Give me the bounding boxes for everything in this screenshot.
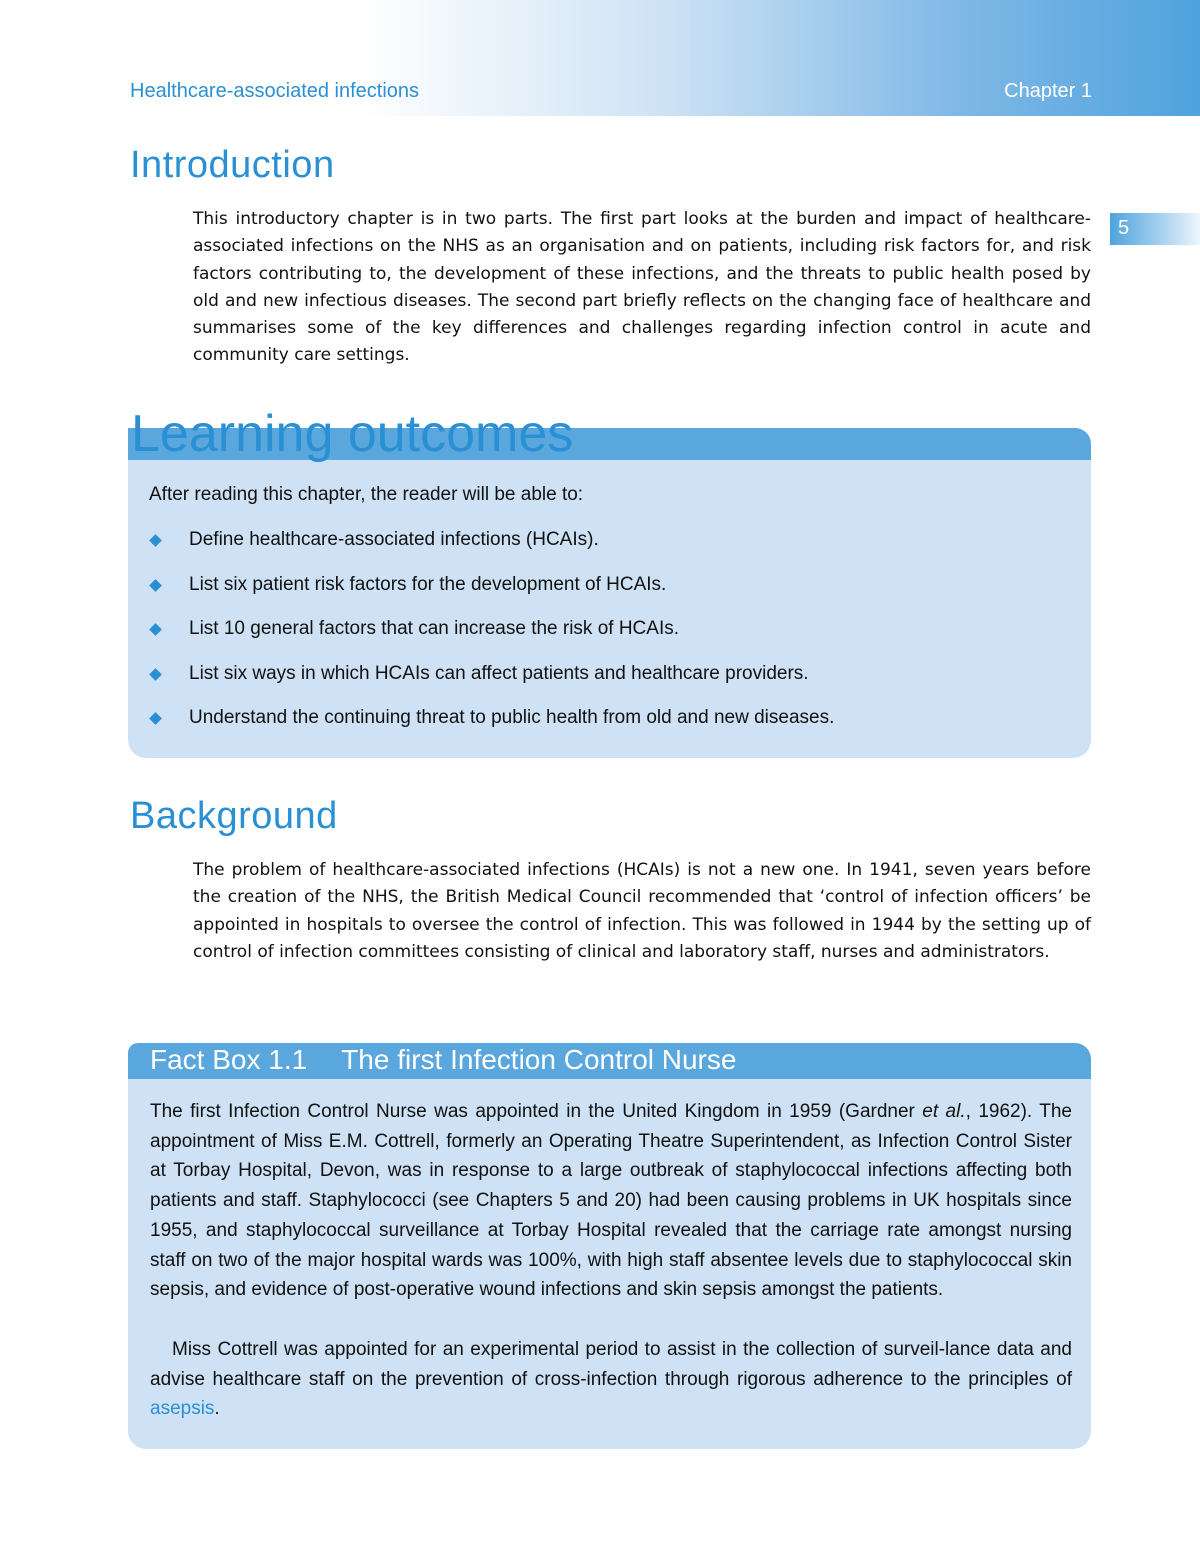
fact-box-number: Fact Box 1.1 bbox=[150, 1044, 308, 1075]
chapter-label: Chapter 1 bbox=[1004, 80, 1092, 102]
bullet-icon bbox=[149, 579, 162, 592]
learning-outcomes-heading: Learning outcomes bbox=[131, 405, 574, 463]
learning-outcomes-list bbox=[149, 526, 834, 749]
fact-box-paragraph-1: The first Infection Control Nurse was appointed in the United Kingdom in 1959 (Gardner et al., 1962). The appointment of Miss E.M. Cottrell, formerly an Operating Theatre Superintendent, as Infection Control Sister at Torbay Hospital, Devon, was in response to a large outbreak of staphylococcal infections affecting both patients and staff. Staphylococci (see Chapters 5 and 20) had been causing problems in UK hospitals since 1955, and staphylococcal surveillance at Torbay Hospital revealed that the carriage rate amongst nursing staff on two of the major hospital wards was 100%, with high staff absentee levels due to staphylococcal skin sepsis, and evidence of post-operative wound infections and skin sepsis amongst the patients. bbox=[150, 1101, 1072, 1301]
background-heading: Background bbox=[130, 795, 338, 837]
introduction-paragraph: This introductory chapter is in two parts. The first part looks at the burden and impact of healthcare-associated infections on the NHS as an organisation and on patients, including risk factors for, and risk factors contributing to, the development of these infections, and the threats to public health posed by old and new infectious diseases. The second part briefly reflects on the changing face of healthcare and summarises some of the key differences and challenges regarding infection control in acute and community care settings. bbox=[193, 209, 1091, 366]
list-item: Understand the continuing threat to public health from old and new diseases. bbox=[149, 704, 834, 749]
background-paragraph: The problem of healthcare-associated infections (HCAIs) is not a new one. In 1941, seven years before the creation of the NHS, the British Medical Council recommended that ‘control of infection officers’ be appointed in hospitals to oversee the control of infection. This was followed in 1944 by the setting up of control of infection committees consisting of clinical and laboratory staff, nurses and administrators. bbox=[193, 860, 1091, 962]
page-number-tab bbox=[1110, 213, 1200, 245]
list-item: List six patient risk factors for the development of HCAIs. bbox=[149, 571, 834, 616]
fact-box-paragraph-2: Miss Cottrell was appointed for an experimental period to assist in the collection of surveil-lance data and advise healthcare staff on the prevention of cross-infection through rigorous adherence to the principles of asepsis. bbox=[150, 1339, 1072, 1420]
bullet-icon bbox=[149, 534, 162, 547]
fact-box-title bbox=[150, 1044, 736, 1076]
et-al: et al. bbox=[922, 1101, 966, 1122]
running-title: Healthcare-associated infections bbox=[130, 80, 420, 102]
list-item: Define healthcare-associated infections (HCAIs). bbox=[149, 526, 834, 571]
list-item: List 10 general factors that can increase the risk of HCAIs. bbox=[149, 615, 834, 660]
asepsis-keyword[interactable]: asepsis bbox=[150, 1398, 215, 1420]
introduction-heading: Introduction bbox=[130, 144, 335, 186]
fact-box-heading: The first Infection Control Nurse bbox=[341, 1044, 737, 1075]
list-item: List six ways in which HCAIs can affect patients and healthcare providers. bbox=[149, 660, 834, 705]
page-number: 5 bbox=[1118, 217, 1130, 239]
bullet-icon bbox=[149, 713, 162, 726]
learning-outcomes-intro: After reading this chapter, the reader will be able to: bbox=[149, 484, 584, 505]
bullet-icon bbox=[149, 623, 162, 636]
bullet-icon bbox=[149, 668, 162, 681]
